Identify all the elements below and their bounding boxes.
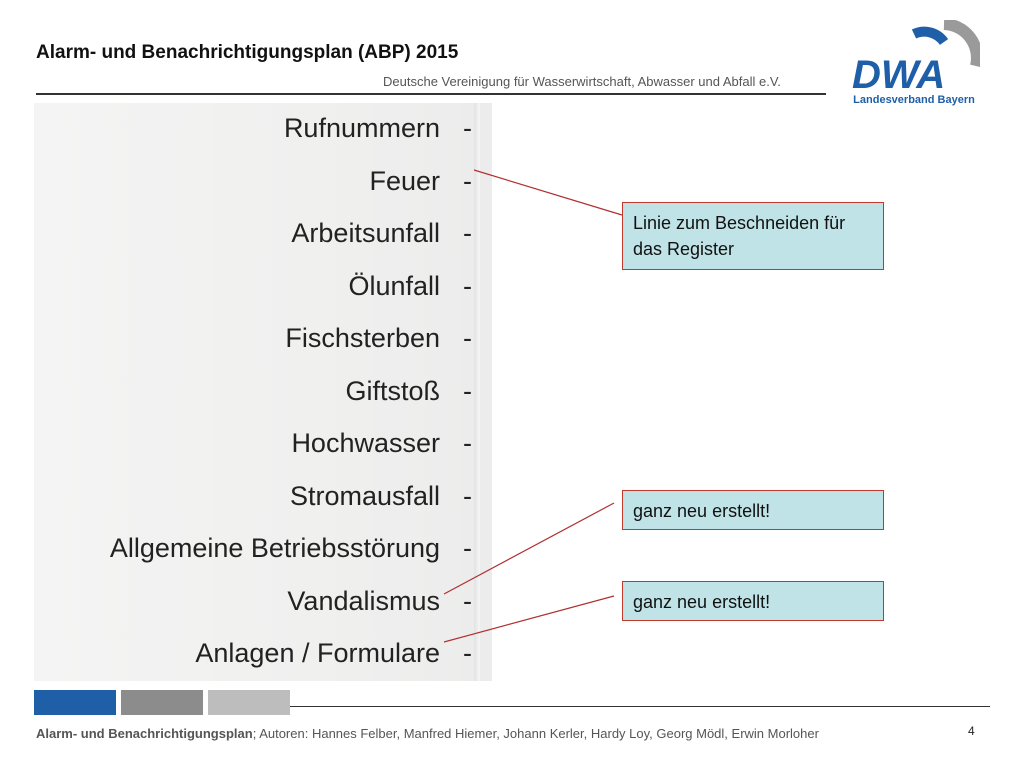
logo-mark-text: DWA: [852, 53, 946, 96]
register-tab-dash: -: [463, 270, 472, 301]
footer-bar-blue: [34, 690, 116, 715]
callout-new-vandalismus: ganz neu erstellt!: [622, 490, 884, 530]
footer-authors: ; Autoren: Hannes Felber, Manfred Hiemer, Johann Kerler, Hardy Loy, Georg Mödl, Erwin Morloher: [252, 726, 819, 741]
register-tab-label: Giftstoß: [345, 375, 440, 406]
register-tab-dash: -: [463, 218, 472, 248]
organization-name: Deutsche Vereinigung für Wasserwirtschaft, Abwasser und Abfall e.V.: [383, 74, 781, 89]
register-tab-label: Fischsterben: [285, 323, 440, 353]
slide-title: Alarm- und Benachrichtigungsplan (ABP) 2015: [36, 42, 459, 63]
register-tab-dash: -: [463, 375, 472, 406]
register-tab-dash: -: [463, 165, 472, 196]
register-tab-dash: -: [463, 638, 472, 668]
register-tab-dash: -: [463, 533, 472, 563]
register-tab-label: Allgemeine Betriebsstörung: [109, 533, 440, 563]
register-tab-dash: -: [463, 480, 472, 511]
footer-credits: [36, 726, 819, 741]
footer-bar-light-grey: [208, 690, 290, 715]
register-tab-label: Rufnummern: [283, 113, 440, 143]
register-tab-label: Arbeitsunfall: [291, 218, 440, 248]
register-tab-dash: -: [463, 428, 472, 458]
page-number: 4: [968, 724, 975, 738]
register-tab-dash: -: [463, 113, 472, 143]
register-tab-label: Vandalismus: [287, 585, 440, 616]
footer-plan-name: Alarm- und Benachrichtigungsplan: [36, 726, 253, 741]
register-tab-label: Anlagen / Formulare: [195, 638, 440, 668]
footer-divider: [290, 706, 990, 707]
connector-anlagen: [444, 596, 614, 642]
register-tab-label: Stromausfall: [289, 480, 440, 511]
connector-vandalismus: [444, 503, 614, 594]
register-tab-dash: -: [463, 323, 472, 353]
register-tab-dash: -: [463, 585, 472, 616]
footer-bar-grey: [121, 690, 203, 715]
register-tab-label: Feuer: [369, 165, 440, 196]
callout-cut-line: Linie zum Beschneiden für das Register: [622, 202, 884, 270]
callout-new-anlagen: ganz neu erstellt!: [622, 581, 884, 621]
logo-subtitle: Landesverband Bayern: [853, 94, 975, 106]
connector-cut-line: [474, 170, 622, 215]
register-tab-label: Ölunfall: [348, 270, 440, 301]
register-tab-label: Hochwasser: [291, 428, 440, 458]
